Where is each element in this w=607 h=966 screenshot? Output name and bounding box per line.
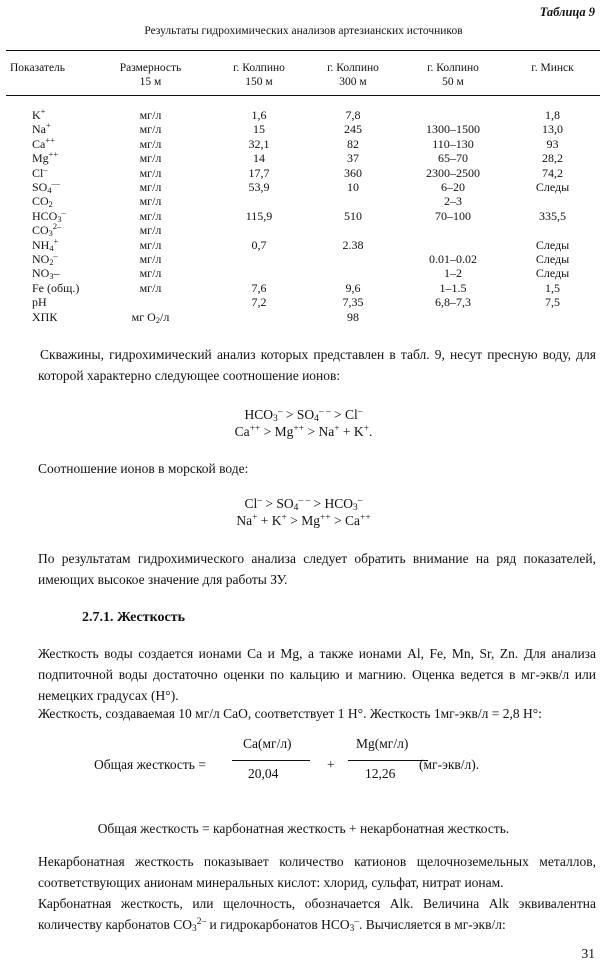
indicator-cell: pH [32, 295, 47, 310]
unit-cell: мг/л [139, 252, 162, 267]
value-cell: 6,8–7,3 [435, 295, 471, 310]
column-header: г. Колпино 150 м [213, 51, 305, 96]
unit-cell: мг/л [139, 165, 162, 180]
value-cell: 32,1 [248, 136, 270, 151]
column-header: Показатель [6, 51, 88, 96]
value-cell: 2300–2500 [426, 165, 480, 180]
value-cell: 0,7 [251, 237, 267, 252]
value-cell: 115,9 [245, 208, 273, 223]
table-row [6, 96, 600, 123]
value-cell: 7,2 [251, 295, 267, 310]
table-row [6, 295, 600, 309]
column-header: г. Колпино 50 м [401, 51, 505, 96]
value-cell [401, 96, 505, 123]
value-cell [213, 194, 305, 208]
indicator-cell: $CO_2$ [32, 194, 53, 210]
page-number: 31 [581, 946, 595, 961]
value-cell: 53,9 [248, 180, 270, 195]
value-cell: 7,8 [345, 108, 361, 122]
table-row [6, 137, 600, 151]
value-cell: 1,5 [545, 280, 560, 295]
value-cell: 1,6 [251, 108, 267, 122]
section-heading: 2.7.1. Жесткость [82, 610, 185, 625]
formula-unit: (мг-экв/л). [419, 757, 480, 772]
value-cell: Следы [535, 252, 570, 267]
value-cell: 28,2 [542, 151, 563, 166]
value-cell: 7,6 [251, 280, 267, 295]
paragraph-analysis: По результатам гидрохимического анализа следует обратить внимание на ряд показателей, имеющих высокое значение для работы ЗУ. [38, 551, 596, 587]
value-cell: 1–1.5 [439, 280, 467, 295]
indicator-cell: $CO_3^{2-}$ [32, 222, 62, 239]
value-cell [305, 266, 401, 280]
table-row [6, 122, 600, 136]
value-cell [401, 310, 505, 324]
value-cell: 65–70 [438, 151, 468, 166]
unit-cell: мг/л [139, 208, 162, 223]
value-cell: 13,0 [542, 122, 563, 137]
table-row [6, 223, 600, 237]
fraction-numerator-mg: Mg(мг/л) [356, 736, 409, 751]
paragraph-carbonate: Карбонатная жесткость, или щелочность, обозначается Alk. Величина Alk эквивалентна количеству карбонатов $CO_3^{2-}$ и гидрокарбонатов $HCO_3^-$. Вычисляется в мг-экв/л: [38, 896, 596, 934]
indicator-cell: Na+ [32, 121, 51, 137]
value-cell: 360 [344, 165, 362, 180]
unit-cell [88, 295, 213, 309]
table-label: Таблица 9 [539, 5, 595, 19]
value-cell [213, 310, 305, 324]
fraction-line-ca [232, 760, 310, 761]
value-cell: 335,5 [539, 208, 566, 223]
unit-cell: мг/л [139, 122, 162, 137]
indicator-cell: $NO_3-$ [32, 266, 60, 282]
table-header-row [6, 51, 600, 96]
fraction-numerator-ca: Ca(мг/л) [243, 736, 292, 751]
value-cell: 0.01–0.02 [429, 252, 477, 267]
value-cell [401, 223, 505, 237]
value-cell: 74,2 [542, 165, 563, 180]
column-header: Размерность 15 м [88, 51, 213, 96]
column-header: г. Минск [505, 51, 600, 96]
column-header: г. Колпино 300 м [305, 51, 401, 96]
formula-lhs: Общая жесткость = [94, 757, 206, 772]
formula-sea-anions: $Cl^- > SO_4^{- -} > HCO_3^-$ [244, 496, 363, 513]
paragraph-fresh-water: Скважины, гидрохимический анализ которых представлен в табл. 9, несут пресную воду, для которой характерно следующее соотношение ионов: [38, 347, 596, 383]
value-cell: 1–2 [444, 266, 462, 281]
paragraph-sea-water: Соотношение ионов в морской воде: [38, 461, 249, 476]
formula-hardness-sum: Общая жесткость = карбонатная жесткость + некарбонатная жесткость. [97, 821, 510, 836]
value-cell [401, 238, 505, 252]
value-cell: 14 [253, 151, 265, 166]
unit-cell: мг/л [139, 180, 162, 195]
indicator-cell: $NO_2^-$ [32, 251, 58, 268]
unit-cell: мг/л [139, 151, 162, 166]
formula-fresh-cations: Ca++ > Mg++ > Na+ + K+. [234, 424, 373, 439]
value-cell: 6–20 [441, 180, 465, 195]
value-cell [305, 223, 401, 237]
value-cell [505, 223, 600, 237]
value-cell: 70–100 [435, 208, 471, 223]
unit-cell: мг/л [139, 237, 162, 252]
value-cell: Следы [535, 237, 570, 252]
fraction-line-mg [348, 760, 428, 761]
unit-cell: мг/л [139, 266, 162, 281]
indicator-cell: $SO_4^{--}$ [32, 179, 60, 196]
fraction-denominator-ca: 20,04 [248, 766, 279, 781]
unit-cell: мг/л [139, 223, 162, 238]
table-row [6, 194, 600, 208]
table-row [6, 166, 600, 180]
table-row [6, 266, 600, 280]
formula-fresh-anions: $HCO_3^- > SO_4^{- -} > Cl^-$ [244, 407, 363, 424]
value-cell [213, 266, 305, 280]
value-cell: 7,5 [545, 295, 560, 310]
paragraph-hardness-units: Жесткость, создаваемая 10 мг/л CaO, соответствует 1 Н°. Жесткость 1мг-экв/л = 2,8 Н°: [38, 706, 542, 721]
value-cell: Следы [535, 180, 570, 195]
value-cell [505, 310, 600, 324]
unit-cell: мг/л [139, 136, 162, 151]
table-row [6, 180, 600, 194]
value-cell: 2.38 [342, 237, 364, 252]
indicator-cell: Ca++ [32, 135, 55, 151]
table-row [6, 252, 600, 266]
table-row [6, 310, 600, 324]
value-cell [213, 252, 305, 266]
value-cell: 1,8 [545, 108, 560, 122]
value-cell [505, 194, 600, 208]
value-cell: 7,35 [342, 295, 364, 310]
value-cell: 245 [344, 122, 362, 137]
unit-cell: мг/л [139, 108, 162, 122]
indicator-cell: $NH_4^+$ [32, 236, 59, 253]
fraction-denominator-mg: 12,26 [365, 766, 396, 781]
indicator-cell: Cl– [32, 164, 48, 180]
value-cell: Следы [535, 266, 570, 281]
indicator-cell: K+ [32, 107, 46, 122]
formula-sea-cations: Na+ + K+ > Mg++ > Ca++ [236, 513, 371, 528]
indicator-cell: Mg++ [32, 150, 59, 166]
paragraph-noncarbonate: Некарбонатная жесткость показывает количество катионов щелочноземельных металлов, соответствующих анионам минеральных кислот: хлорид, сульфат, нитрат ионам. [38, 854, 596, 890]
value-cell [213, 223, 305, 237]
value-cell: 98 [347, 309, 359, 324]
value-cell [305, 194, 401, 208]
indicator-cell: Fe (общ.) [32, 280, 80, 295]
table-row [6, 281, 600, 295]
indicator-cell: ХПК [32, 309, 58, 324]
table-row [6, 238, 600, 252]
value-cell: 510 [344, 208, 362, 223]
value-cell: 17,7 [248, 165, 270, 180]
plus-sign: + [327, 757, 335, 772]
table-title: Результаты гидрохимических анализов артезианских источников [144, 25, 463, 37]
value-cell: 82 [347, 136, 359, 151]
value-cell: 15 [253, 122, 265, 137]
table-row [6, 209, 600, 223]
analysis-table [6, 50, 600, 324]
table-row [6, 151, 600, 165]
value-cell: 37 [347, 151, 359, 166]
unit-cell: мг/л [139, 280, 162, 295]
value-cell: 2–3 [444, 194, 462, 209]
indicator-cell: $HCO_3^-$ [32, 207, 66, 224]
value-cell [305, 252, 401, 266]
value-cell: 110–130 [432, 136, 474, 151]
unit-cell: мг $O_2/л$ [131, 309, 170, 325]
value-cell: 9,6 [345, 280, 361, 295]
paragraph-hardness: Жесткость воды создается ионами Ca и Mg, а также ионами Al, Fe, Mn, Sr, Zn. Для анализа подпиточной воды достаточно оценки по кальцию и магнию. Оценка ведется в мг-экв/л или немецких градусах (Н°). [38, 646, 596, 703]
value-cell: 10 [347, 180, 359, 195]
unit-cell: мг/л [139, 194, 162, 209]
value-cell: 1300–1500 [426, 122, 480, 137]
table-body [6, 96, 600, 325]
value-cell: 93 [546, 136, 559, 151]
